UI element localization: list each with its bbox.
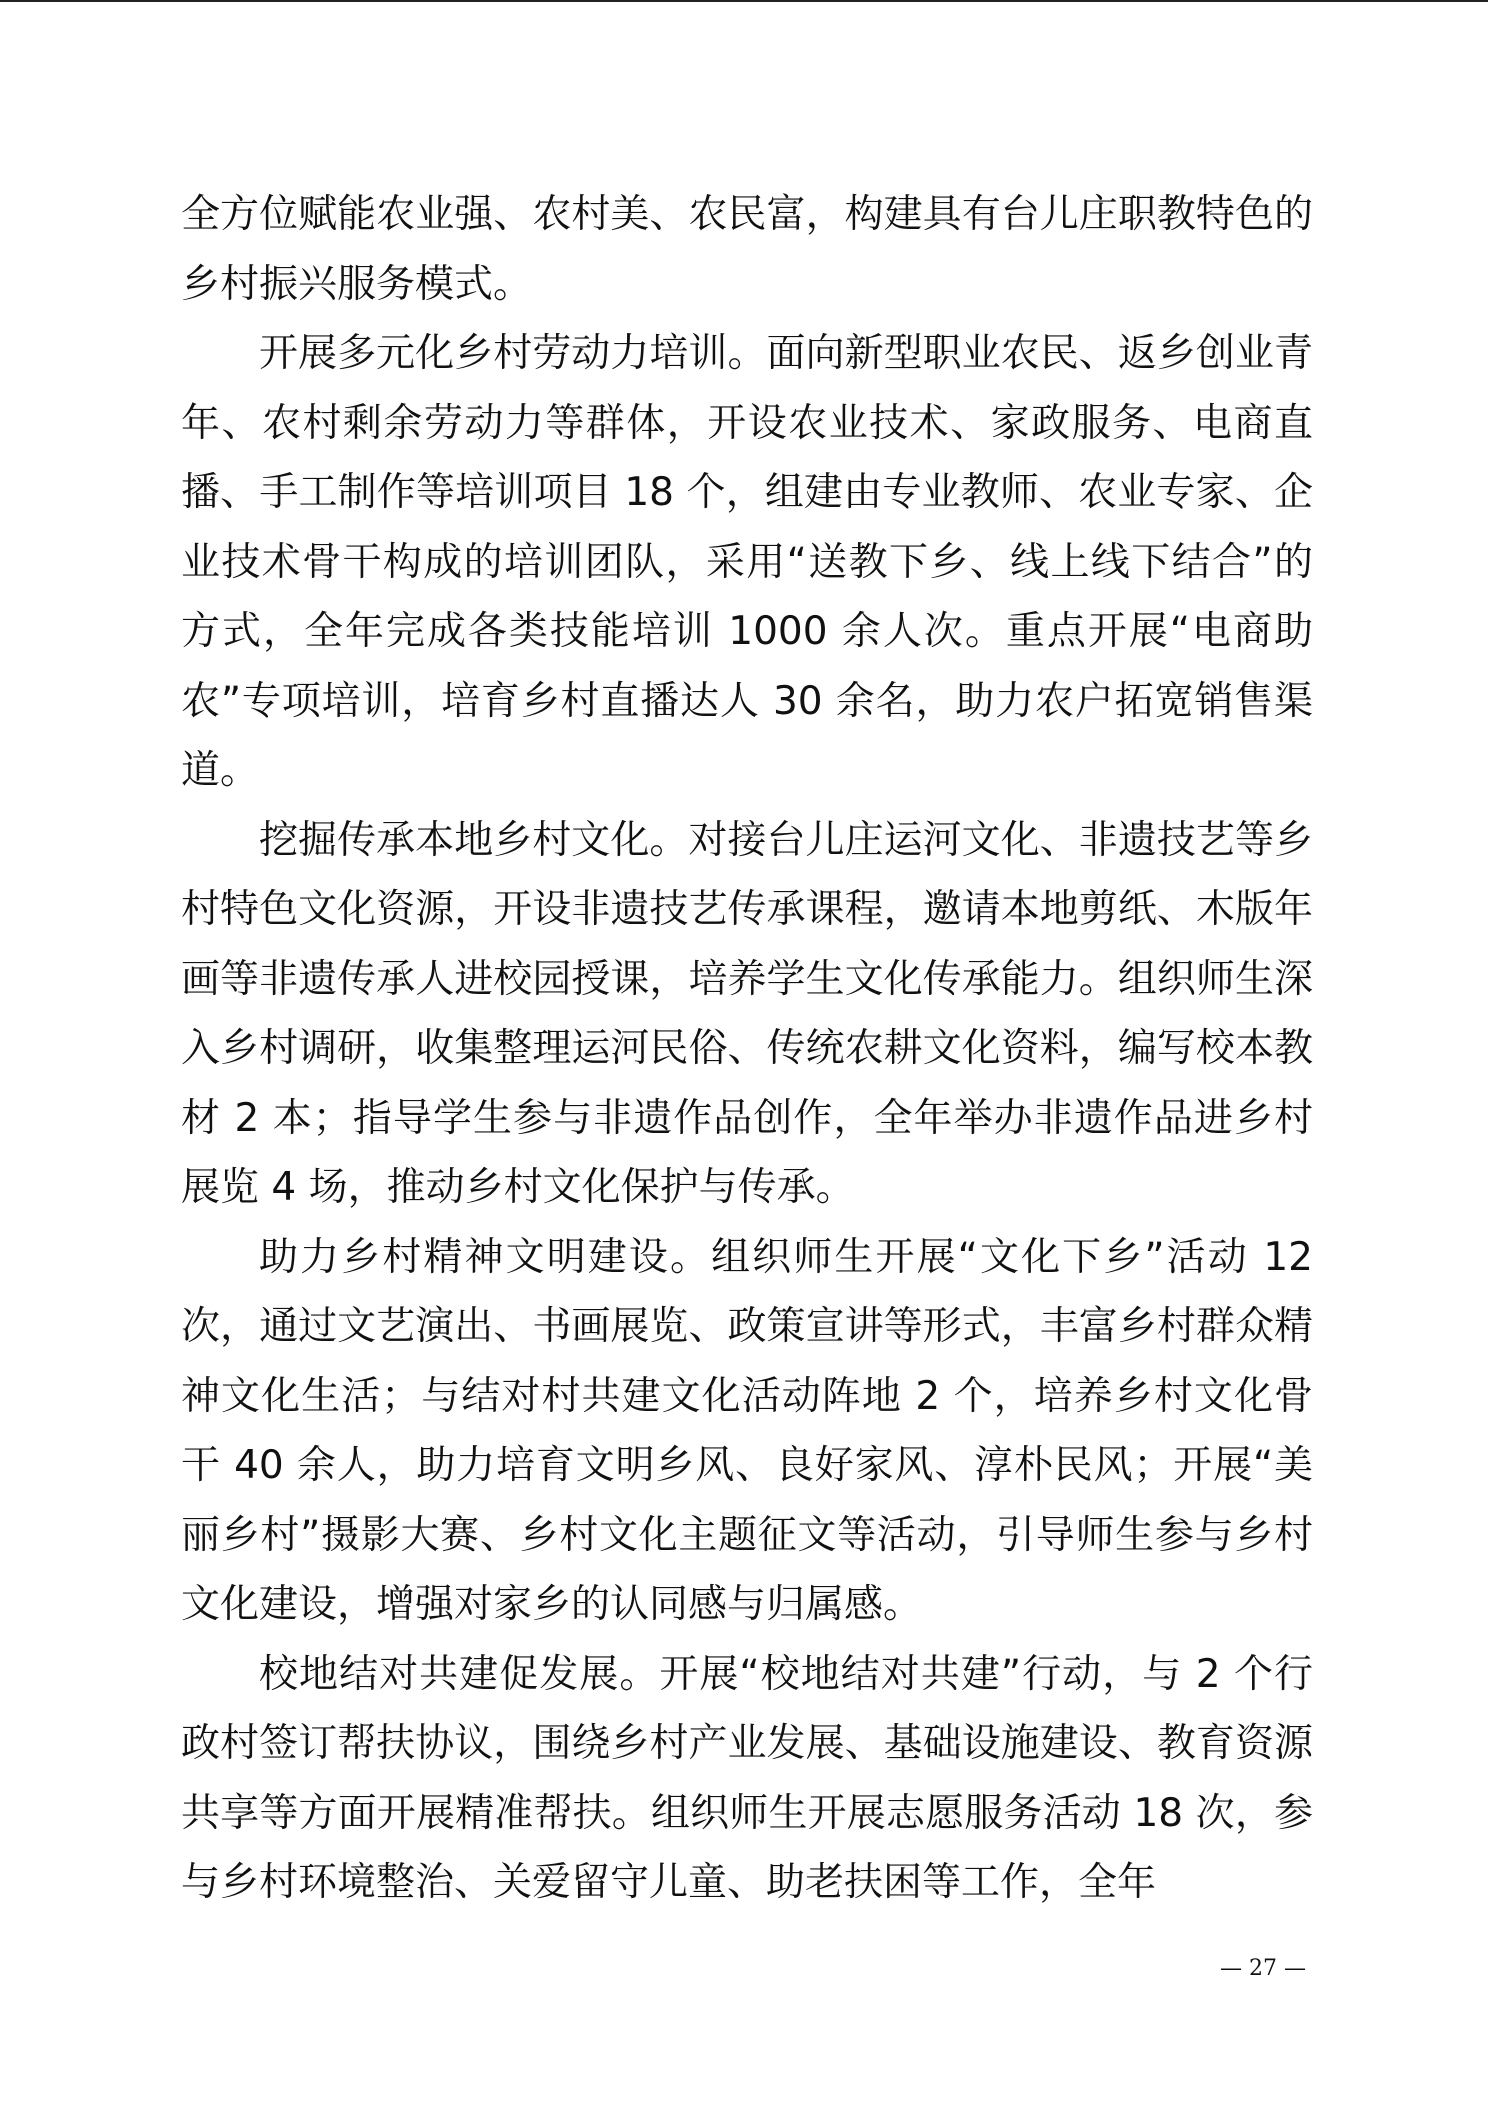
paragraph-rural-culture: 挖掘传承本地乡村文化。对接台儿庄运河文化、非遗技艺等乡村特色文化资源，开设非遗技艺传承课程，邀请本地剪纸、木版年画等非遗传承人进校园授课，培养学生文化传承能力。组织师生深入乡村调研，收集整理运河民俗、传统农耕文化资料，编写校本教材 2 本；指导学生参与非遗作品创作，全年举办非遗作品进乡村展览 4 场，推动乡村文化保护与传承。 — [181, 817, 1313, 1210]
paragraph-continuation: 全方位赋能农业强、农村美、农民富，构建具有台儿庄职教特色的乡村振兴服务模式。 — [181, 192, 1313, 307]
paragraph-school-village-partnership: 校地结对共建促发展。开展“校地结对共建”行动，与 2 个行政村签订帮扶协议，围绕乡村产业发展、基础设施建设、教育资源共享等方面开展精准帮扶。组织师生开展志愿服务活动 18 次，参与乡村环境整治、关爱留守儿童、助老扶困等工作，全年 — [181, 1651, 1313, 1905]
page-top-border — [0, 0, 1488, 2]
paragraph-spiritual-civilization: 助力乡村精神文明建设。组织师生开展“文化下乡”活动 12 次，通过文艺演出、书画展览、政策宣讲等形式，丰富乡村群众精神文化生活；与结对村共建文化活动阵地 2 个，培养乡村文化骨干 40 余人，助力培育文明乡风、良好家风、淳朴民风；开展“美丽乡村”摄影大赛、乡村文化主题征文等活动，引导师生参与乡村文化建设，增强对家乡的认同感与归属感。 — [181, 1234, 1313, 1627]
page-number: — 27 — — [1220, 1956, 1306, 1981]
paragraph-labor-training: 开展多元化乡村劳动力培训。面向新型职业农民、返乡创业青年、农村剩余劳动力等群体，开设农业技术、家政服务、电商直播、手工制作等培训项目 18 个，组建由专业教师、农业专家、企业技术骨干构成的培训团队，采用“送教下乡、线上线下结合”的方式，全年完成各类技能培训 1000 余人次。重点开展“电商助农”专项培训，培育乡村直播达人 30 余名，助力农户拓宽销售渠道。 — [181, 331, 1313, 793]
document-body — [181, 180, 1313, 1918]
